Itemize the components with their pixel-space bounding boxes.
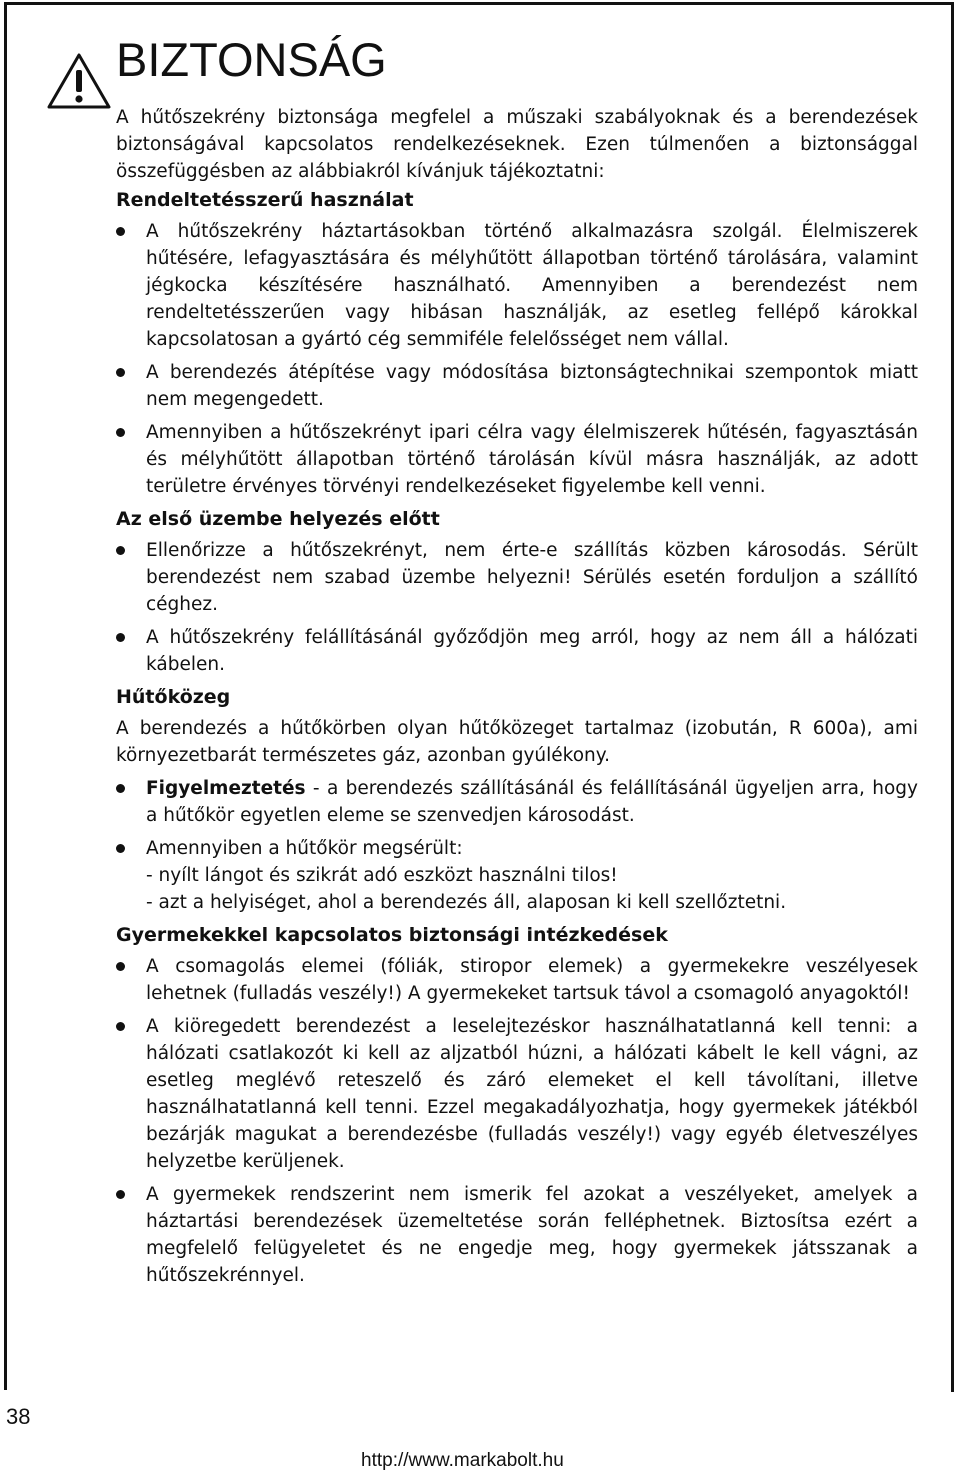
list-item: A berendezés átépítése vagy módosítása biztonságtechnikai szempontok miatt nem megengedett. bbox=[116, 359, 918, 413]
bullet-icon bbox=[116, 962, 125, 971]
list-item: A hűtőszekrény háztartásokban történő alkalmazásra szolgál. Élelmiszerek hűtésére, lefagyasztására és mélyhűtött állapotban történő tárolására, valamint jégkocka készítésére használható. Amennyiben a berendezést nem rendeltetésszerűen vagy hibásan használják, az esetleg fellépő károkkal kapcsolatosan a gyártó cég semmiféle felelősséget nem vállal. bbox=[116, 218, 918, 353]
list-item: A hűtőszekrény felállításánál győződjön meg arról, hogy az nem áll a hálózati kábelen. bbox=[116, 624, 918, 678]
page-title: BIZTONSÁG bbox=[116, 33, 387, 86]
list-item: Ellenőrizze a hűtőszekrényt, nem érte-e szállítás közben károsodás. Sérült berendezést nem szabad üzembe helyezni! Sérülés esetén forduljon a szállító céghez. bbox=[116, 537, 918, 618]
list-item: Amennyiben a hűtőkör megsérült: - nyílt lángot és szikrát adó eszközt használni tilos! - azt a helyiséget, ahol a berendezés áll, alaposan ki kell szellőztetni. bbox=[116, 835, 918, 916]
page-frame-left bbox=[4, 2, 7, 1390]
intro-paragraph: A hűtőszekrény biztonsága megfelel a műszaki szabályoknak és a berendezések biztonságával kapcsolatos rendelkezéseknek. Ezen túlmenően a biztonsággal összefüggésben az alábbiakról kívánjuk tájékoztatni: bbox=[116, 107, 918, 182]
section-heading-refrigerant: Hűtőközeg bbox=[116, 686, 231, 708]
list-item: Figyelmeztetés - a berendezés szállításánál és felállításánál ügyeljen arra, hogy a hűtőkör egyetlen eleme se szenvedjen károsodást. bbox=[116, 775, 918, 829]
bullet-icon bbox=[116, 428, 125, 437]
children-list bbox=[116, 953, 918, 1289]
footer-url: http://www.markabolt.hu bbox=[361, 1450, 564, 1471]
section-heading-usage: Rendeltetésszerű használat bbox=[116, 189, 414, 211]
usage-list bbox=[116, 218, 918, 500]
list-item: A kiöregedett berendezést a leselejtezéskor használhatatlanná kell tenni: a hálózati csatlakozót ki kell az aljzatból húzni, a hálózati kábelt le kell vágni, az esetleg meglévő reteszelő és záró elemeket el kell távolítani, illetve használhatatlanná kell tenni. Ezzel megakadályozhatja, hogy gyermekek játékból bezárják magukat a berendezésbe (fulladás veszély!) vagy egyéb életveszélyes helyzetbe kerüljenek. bbox=[116, 1013, 918, 1175]
refrigerant-paragraph: A berendezés a hűtőkörben olyan hűtőközeget tartalmaz (izobután, R 600a), ami környezetbarát természetes gáz, azonban gyúlékony. bbox=[116, 718, 918, 766]
bullet-icon bbox=[116, 546, 125, 555]
page-number: 38 bbox=[6, 1404, 31, 1429]
bullet-icon bbox=[116, 1190, 125, 1199]
document-body bbox=[116, 104, 918, 1295]
bullet-icon bbox=[116, 633, 125, 642]
bullet-icon bbox=[116, 227, 125, 236]
bullet-icon bbox=[116, 844, 125, 853]
section-heading-children: Gyermekekkel kapcsolatos biztonsági intézkedések bbox=[116, 924, 668, 946]
page-frame-right bbox=[951, 2, 954, 1392]
bullet-icon bbox=[116, 1022, 125, 1031]
bullet-icon bbox=[116, 784, 125, 793]
list-item: A csomagolás elemei (fóliák, stiropor elemek) a gyermekekre veszélyesek lehetnek (fulladás veszély!) A gyermekeket tartsuk távol a csomagoló anyagoktól! bbox=[116, 953, 918, 1007]
refrigerant-list bbox=[116, 775, 918, 916]
page-frame-top bbox=[4, 2, 954, 5]
warning-label: Figyelmeztetés bbox=[146, 778, 306, 799]
warning-triangle-icon bbox=[46, 52, 112, 110]
first-use-list bbox=[116, 537, 918, 678]
list-item: Amennyiben a hűtőszekrényt ipari célra vagy élelmiszerek hűtésén, fagyasztásán és mélyhűtött állapotban történő tárolásán kívül másra használják, az adott területre érvényes törvényi rendelkezéseket figyelembe kell venni. bbox=[116, 419, 918, 500]
bullet-icon bbox=[116, 368, 125, 377]
section-heading-first-use: Az első üzembe helyezés előtt bbox=[116, 508, 440, 530]
list-item: A gyermekek rendszerint nem ismerik fel azokat a veszélyeket, amelyek a háztartási berendezések üzemeltetése során felléphetnek. Biztosítsa ezért a megfelelő felügyeletet és ne engedje meg, hogy gyermekek játsszanak a hűtőszekrénnyel. bbox=[116, 1181, 918, 1289]
